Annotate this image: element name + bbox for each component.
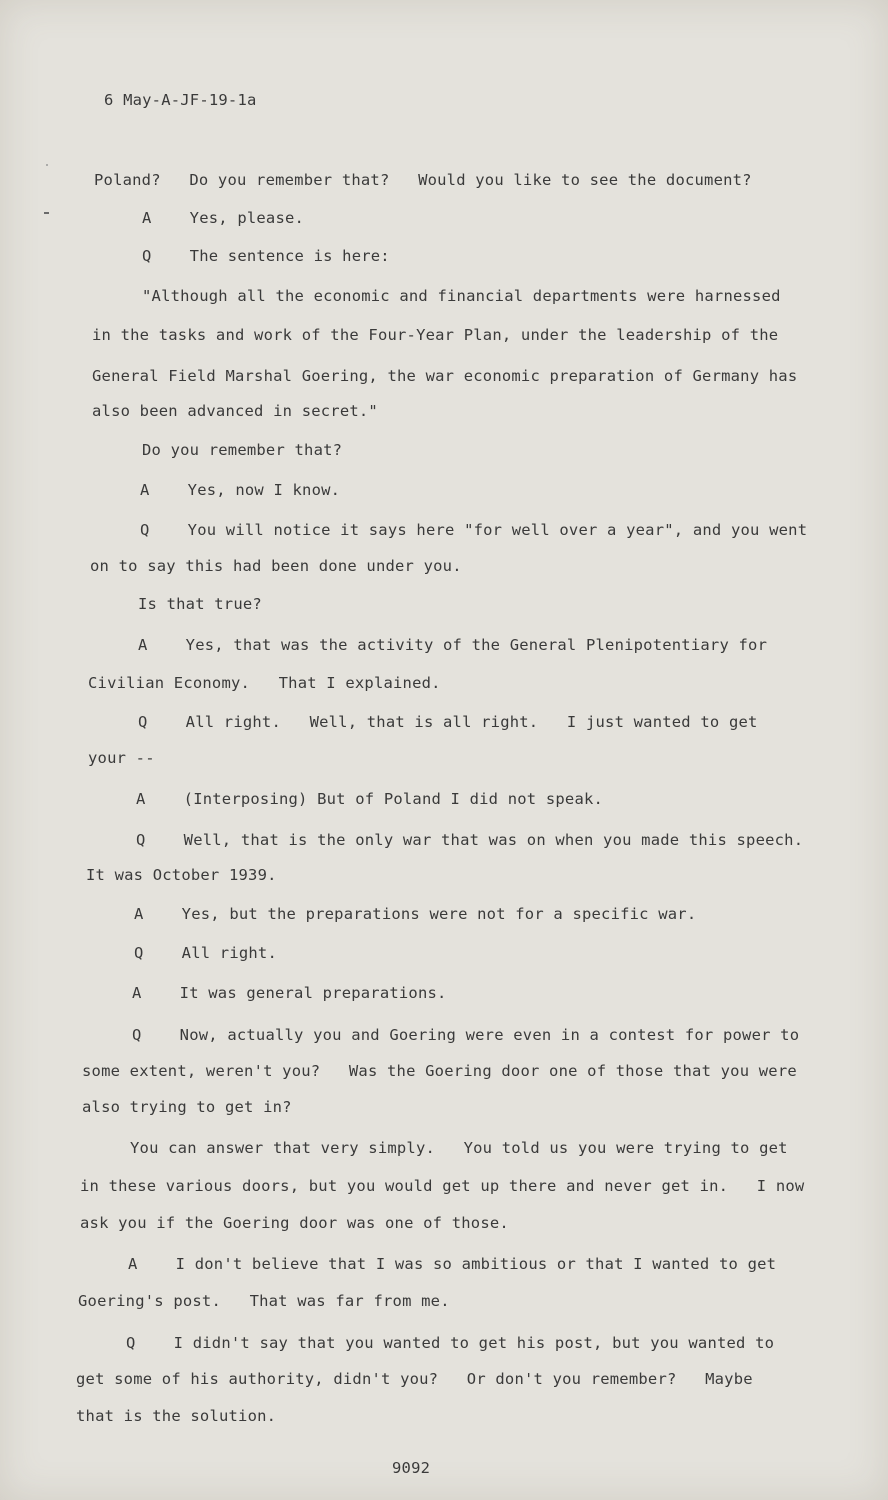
text-line: A Yes, please. <box>142 209 305 227</box>
text-line: Q Now, actually you and Goering were even in a contest for power to <box>132 1026 800 1044</box>
text-line: on to say this had been done under you. <box>90 557 462 575</box>
text-line: that is the solution. <box>76 1407 277 1425</box>
text-line: Q I didn't say that you wanted to get his post, but you wanted to <box>126 1334 775 1352</box>
text-line: Do you remember that? <box>142 441 343 459</box>
text-line: get some of his authority, didn't you? Or don't you remember? Maybe <box>76 1370 753 1388</box>
text-line: Q You will notice it says here "for well over a year", and you went <box>140 521 808 539</box>
text-line: ask you if the Goering door was one of those. <box>80 1214 509 1232</box>
text-line: A Yes, that was the activity of the General Plenipotentiary for <box>138 636 768 654</box>
text-line: It was October 1939. <box>86 866 277 884</box>
text-line: Q The sentence is here: <box>142 247 390 265</box>
text-line: "Although all the economic and financial departments were harnessed <box>142 287 781 305</box>
text-line: Goering's post. That was far from me. <box>78 1292 450 1310</box>
text-line: A I don't believe that I was so ambitious or that I wanted to get <box>128 1255 777 1273</box>
text-line: A Yes, now I know. <box>140 481 341 499</box>
text-line: your -- <box>88 749 155 767</box>
text-line: Q All right. Well, that is all right. I just wanted to get <box>138 713 758 731</box>
text-line: A (Interposing) But of Poland I did not speak. <box>136 790 604 808</box>
text-line: in these various doors, but you would get up there and never get in. I now <box>80 1177 805 1195</box>
text-line: General Field Marshal Goering, the war economic preparation of Germany has <box>92 367 798 385</box>
header-reference: 6 May-A-JF-19-1a <box>104 91 257 109</box>
text-line: also been advanced in secret." <box>92 402 378 420</box>
text-line: Q All right. <box>134 944 277 962</box>
text-line: You can answer that very simply. You told us you were trying to get <box>130 1139 788 1157</box>
text-line: in the tasks and work of the Four-Year Plan, under the leadership of the <box>92 326 779 344</box>
text-line: Poland? Do you remember that? Would you like to see the document? <box>94 171 752 189</box>
text-line: also trying to get in? <box>82 1098 292 1116</box>
text-line: some extent, weren't you? Was the Goering door one of those that you were <box>82 1062 797 1080</box>
text-line: Q Well, that is the only war that was on when you made this speech. <box>136 831 804 849</box>
paper-speck <box>46 164 48 166</box>
margin-mark <box>44 212 49 214</box>
text-line: A Yes, but the preparations were not for a specific war. <box>134 905 697 923</box>
page-number: 9092 <box>392 1459 431 1477</box>
text-line: Civilian Economy. That I explained. <box>88 674 441 692</box>
text-line: A It was general preparations. <box>132 984 447 1002</box>
text-line: Is that true? <box>138 595 262 613</box>
